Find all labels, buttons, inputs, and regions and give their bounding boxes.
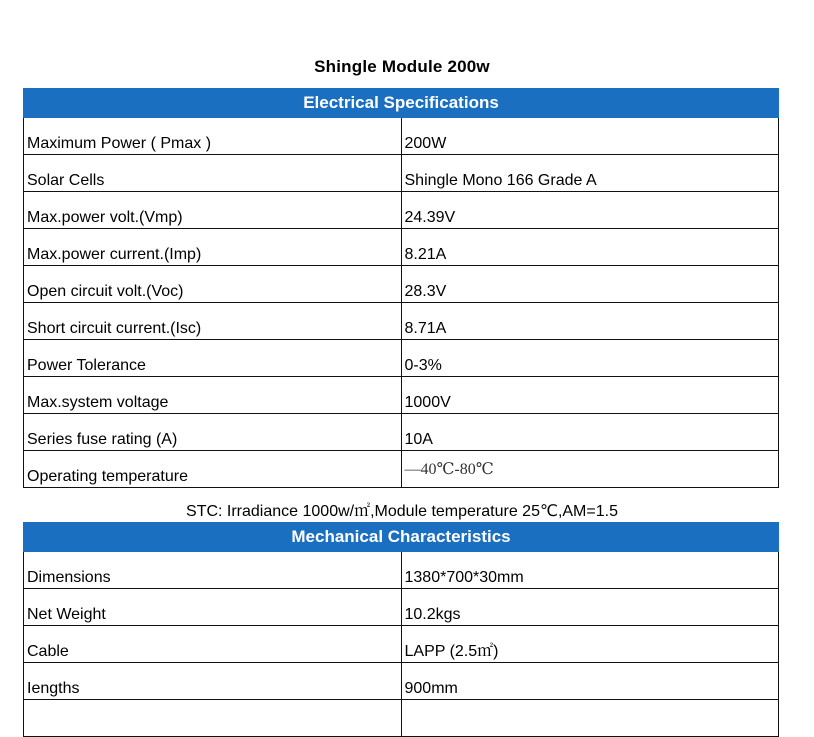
spec-value: 10.2kgs <box>401 589 779 626</box>
stc-note: STC: Irradiance 1000w/㎡,Module temperature 25℃,AM=1.5 <box>186 503 618 520</box>
table-row <box>24 414 779 451</box>
spec-label: Short circuit current.(Isc) <box>24 303 402 340</box>
spec-value: 1380*700*30mm <box>401 552 779 589</box>
mechanical-characteristics-table <box>23 522 779 737</box>
spec-label: Net Weight <box>24 589 402 626</box>
table-row <box>24 552 779 589</box>
spec-label: Max.power volt.(Vmp) <box>24 192 402 229</box>
table-row <box>24 626 779 663</box>
electrical-specifications-table <box>23 88 779 488</box>
mechanical-characteristics-header: Mechanical Characteristics <box>24 523 779 552</box>
spec-label: Maximum Power ( Pmax ) <box>24 118 402 155</box>
table-row <box>24 340 779 377</box>
spec-value: 8.71A <box>401 303 779 340</box>
table-row <box>24 192 779 229</box>
spec-value: LAPP (2.5㎡) <box>401 626 779 663</box>
spec-label: Series fuse rating (A) <box>24 414 402 451</box>
spec-value: 28.3V <box>401 266 779 303</box>
table-header-row <box>24 523 779 552</box>
spec-label: Max.power current.(Imp) <box>24 229 402 266</box>
table-row <box>24 700 779 737</box>
table-row <box>24 663 779 700</box>
spec-value: 8.21A <box>401 229 779 266</box>
spec-value <box>401 700 779 737</box>
table-row <box>24 589 779 626</box>
electrical-specifications-header: Electrical Specifications <box>24 89 779 118</box>
spec-value: 0-3% <box>401 340 779 377</box>
table-row <box>24 451 779 488</box>
table-row <box>24 266 779 303</box>
document-title: Shingle Module 200w <box>314 57 490 76</box>
spec-label: Iengths <box>24 663 402 700</box>
spec-label: Max.system voltage <box>24 377 402 414</box>
spec-value: 10A <box>401 414 779 451</box>
table-header-row <box>24 89 779 118</box>
spec-label <box>24 700 402 737</box>
table-row <box>24 229 779 266</box>
table-row <box>24 118 779 155</box>
spec-label: Operating temperature <box>24 451 402 488</box>
spec-value: —40℃-80℃ <box>401 451 779 488</box>
spec-label: Dimensions <box>24 552 402 589</box>
spec-label: Cable <box>24 626 402 663</box>
spec-label: Solar Cells <box>24 155 402 192</box>
table-row <box>24 303 779 340</box>
table-row <box>24 155 779 192</box>
spec-value: 900mm <box>401 663 779 700</box>
spec-value: 200W <box>401 118 779 155</box>
spec-value: Shingle Mono 166 Grade A <box>401 155 779 192</box>
spec-label: Power Tolerance <box>24 340 402 377</box>
spec-value: 1000V <box>401 377 779 414</box>
spec-label: Open circuit volt.(Voc) <box>24 266 402 303</box>
spec-value: 24.39V <box>401 192 779 229</box>
table-row <box>24 377 779 414</box>
